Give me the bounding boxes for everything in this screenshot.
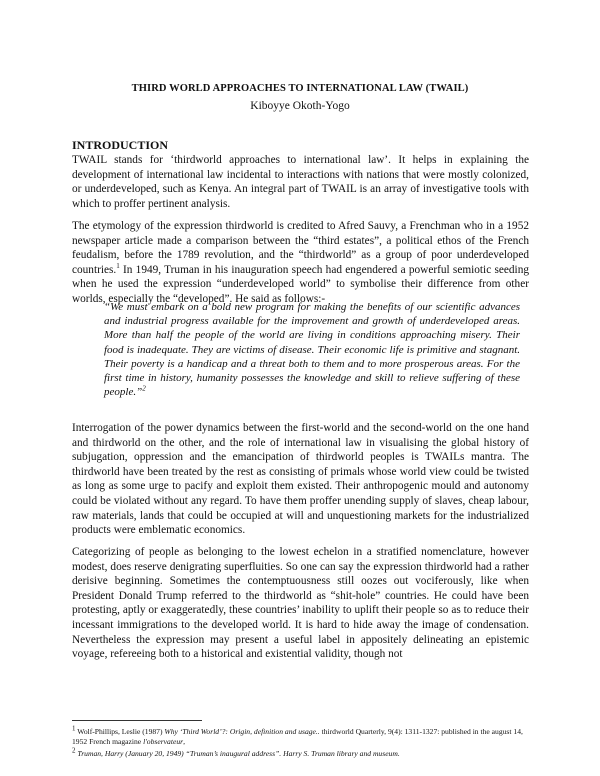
paragraph-2-part-b: In 1949, Truman in his inauguration speech had engendered a powerful semiotic seeding when he used the expression “underdeveloped world” to symbolise their difference from other worlds, especially the “developed”. He said as follows:- xyxy=(72,263,529,305)
paper-title: THIRD WORLD APPROACHES TO INTERNATIONAL LAW (TWAIL) xyxy=(131,83,469,94)
paragraph-3: Interrogation of the power dynamics between the first-world and the second-world on the one hand and thirdworld on the other, and the role of international law in visualising the global history of subjugation, oppression and the emancipation of thirdworld peoples is TWAILs mantra. The thirdworld have been treated by the rest as consisting of primals whose world view could be twisted as long as some urge to pacify and exploit them existed. Their anthropogenic mould and autonomy could be violated without any regard. To have them proffer unending supply of slaves, cheap labour, raw materials, lands that could be occupied at will and unquestioning markets for the industrialized products were emblematic economics. xyxy=(72,422,529,537)
footnote-1-number: 1 xyxy=(72,724,76,733)
paragraph-4: Categorizing of people as belonging to the lowest echelon in a stratified nomenclature, however modest, does reserve denigrating superfluities. So one can say the expression thirdworld had a rather derisive beginning. Sometimes the contemptuousness still oozes out vociferously, like when President Donald Trump referred to the thirdworld as “shit-hole” countries. He could have been protesting, aptly or exaggeratedly, these countries’ inability to uplift their people so as to reduce their incessant immigrations to the developed world. It is hard to hide away the image of condensation. Nevertheless the expression may present a useful label in appositely delineating an epistemic voyage, refereeing both to a historical and existential validity, though not xyxy=(72,546,529,661)
block-quote xyxy=(104,300,520,399)
paragraph-1: TWAIL stands for ‘thirdworld approaches to international law’. It helps in explaining the development of international law incidental to interactions with nations that were mostly colonized, or underdeveloped, such as Kenya. An integral part of TWAIL is an array of investigative tools with which to proffer pertinent analysis. xyxy=(72,154,529,210)
section-heading-introduction: INTRODUCTION xyxy=(72,138,169,152)
footnote-1-source: thirdworld Quarterly, 9(4): 1311-1327: published in the august 14, 1952 French magazine xyxy=(72,727,523,746)
paragraph-2-part-a: The etymology of the expression thirdworld is credited to Afred Sauvy, a Frenchman who in a 1952 newspaper article made a comparison between the “third estates”, a political ethos of the French feudalism, before the 1789 revolution, and the “thirdworld” as a group of poor underdeveloped countries. xyxy=(72,220,529,276)
author-name: Kiboyye Okoth-Yogo xyxy=(250,100,350,112)
footnote-2 xyxy=(72,746,532,759)
footnote-1 xyxy=(72,724,532,746)
footnote-1-end: , xyxy=(183,736,185,746)
footnote-divider xyxy=(72,720,202,721)
paragraph-2 xyxy=(72,219,529,307)
footnote-2-text: Truman, Harry (January 20, 1949) “Truman’s inaugural address”. Harry S. Truman library and museum. xyxy=(75,749,400,758)
footnote-ref-2: 2 xyxy=(142,384,146,393)
footnote-2-number: 2 xyxy=(72,746,76,755)
footnote-1-author: Wolf-Phillips, Leslie (1987) xyxy=(75,727,165,736)
quote-text: “We must embark on a bold new program for making the benefits of our scientific advances and industrial progress available for the improvement and growth of underdeveloped areas. More than half the people of the world are living in conditions approaching misery. Their food is inadequate. They are victims of disease. Their economic life is primitive and stagnant. Their poverty is a handicap and a threat both to them and to more prosperous areas. For the first time in history, humanity possesses the knowledge and skill to relieve suffering of these people.” xyxy=(104,301,520,399)
footnote-ref-1: 1 xyxy=(116,262,120,271)
footnote-1-title: Why ‘Third World’?: Origin, definition and usage.. xyxy=(164,727,320,736)
footnote-1-magazine: l'observateur xyxy=(143,736,184,746)
